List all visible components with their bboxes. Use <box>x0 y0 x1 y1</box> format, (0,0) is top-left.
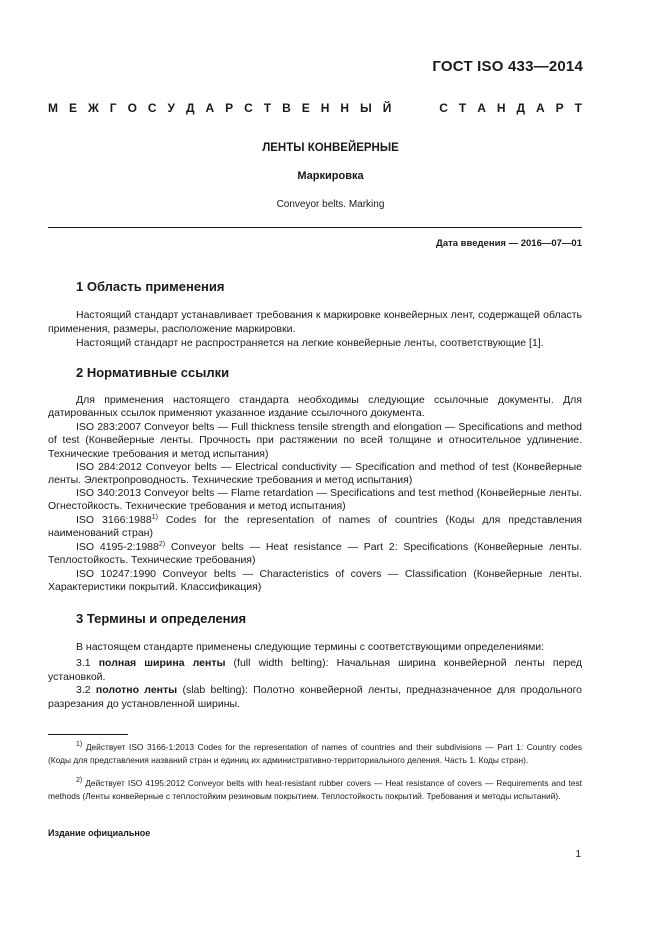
letter: У <box>167 101 175 115</box>
letter: Т <box>458 101 467 115</box>
letter: О <box>127 101 137 115</box>
term-name: полотно ленты <box>95 684 178 696</box>
term-name: полная ширина ленты <box>98 657 226 669</box>
term-definition: (full width belting): Начальная ширина конвейерной ленты перед установкой. <box>48 657 582 683</box>
letter: Ж <box>87 101 99 115</box>
letter: А <box>536 101 545 115</box>
reference-code: ISO 4195-2:1988 <box>76 541 159 553</box>
footnote-text: Действует ISO 3166-1:2013 Codes for the representation of names of countries and their subdivisions — Part 1: Country codes (Коды для представления названий стран и единиц их административно-территориального деления. Часть 1. Коды стран). <box>48 742 582 765</box>
footnote-mark[interactable]: 2) <box>158 541 166 548</box>
letter: Е <box>68 101 77 115</box>
reference-text: ISO 283:2007 Conveyor belts — Full thickness tensile strength and elongation — Specifications and method of test (Конвейерные ленты. Прочность при растяжении по всей толщине и относительное удлинение. Технические требования и метод испытания) <box>48 421 582 460</box>
section-1-paragraph-1 <box>48 308 582 336</box>
reference-iso-3166 <box>48 514 582 541</box>
reference-iso-284 <box>48 461 582 488</box>
letter: Р <box>555 101 564 115</box>
term-number: 3.2 <box>76 684 96 696</box>
interstate-standard-heading <box>48 101 582 115</box>
footnote-divider <box>48 734 128 735</box>
letter: Н <box>496 101 506 115</box>
letter: А <box>205 101 215 115</box>
section-3-intro <box>48 640 582 654</box>
page-number: 1 <box>575 849 581 860</box>
english-title: Conveyor belts. Marking <box>276 199 385 210</box>
reference-iso-10247 <box>48 568 582 595</box>
letter: С <box>439 101 448 115</box>
letter: Е <box>301 101 310 115</box>
reference-iso-4195-2 <box>48 541 582 568</box>
letter: С <box>147 101 157 115</box>
header-divider <box>48 227 582 228</box>
letter: Т <box>574 101 582 115</box>
reference-text: Codes for the representation of names of countries (Коды для представления наименований стран) <box>48 514 582 540</box>
letter: Н <box>320 101 330 115</box>
section-3-title: 3 Термины и определения <box>76 611 247 626</box>
footnote-1 <box>48 741 582 767</box>
introduction-date: Дата введения — 2016—07—01 <box>436 238 582 249</box>
letter: Д <box>516 101 526 115</box>
letter: Д <box>185 101 195 115</box>
paragraph-text: В настоящем стандарте применены следующие термины с соответствующими определениями: <box>76 641 545 653</box>
letter: С <box>244 101 253 115</box>
reference-text: ISO 284:2012 Conveyor belts — Electrical conductivity — Specification and method of test (Конвейерные ленты. Электропроводность. Технические требования и метод испытания) <box>48 461 582 487</box>
term-3-1 <box>48 656 582 684</box>
document-subtitle: Маркировка <box>297 170 364 182</box>
letter: Р <box>225 101 234 115</box>
footnote-mark[interactable]: 1) <box>151 514 158 521</box>
letter: Ы <box>359 101 372 115</box>
reference-text: Conveyor belts — Heat resistance — Part 2: Specifications (Конвейерные ленты. Теплостойкость. Технические требования) <box>48 541 583 567</box>
term-definition: (slab belting): Полотно конвейерной ленты, предназначенное для продольного разрезания до установленной ширины. <box>48 684 583 710</box>
letter: М <box>48 101 58 115</box>
letter: А <box>477 101 486 115</box>
reference-code: ISO 3166:1988 <box>76 514 152 526</box>
term-3-2 <box>48 683 582 711</box>
letter: Т <box>263 101 272 115</box>
footnote-number: 1) <box>76 741 83 748</box>
reference-iso-283 <box>48 421 582 461</box>
paragraph-text: Настоящий стандарт устанавливает требования к маркировке конвейерных лент, содержащей область применения, размеры, расположение маркировки. <box>48 309 582 335</box>
letter: Н <box>340 101 349 115</box>
letter: Г <box>109 101 117 115</box>
letter: В <box>282 101 291 115</box>
paragraph-text: Настоящий стандарт не распространяется на легкие конвейерные ленты, соответствующие [1]. <box>76 337 544 349</box>
official-edition-label: Издание официальное <box>48 828 151 838</box>
reference-text: ISO 340:2013 Conveyor belts — Flame retardation — Specifications and test method (Конвейерные ленты. Огнестойкость. Технические требования и метод испытания) <box>48 487 582 513</box>
paragraph-text: Для применения настоящего стандарта необходимы следующие ссылочные документы. Для датированных ссылок применяют указанное издание ссылочного документа. <box>48 394 582 420</box>
footnote-2 <box>48 777 582 803</box>
reference-text: ISO 10247:1990 Conveyor belts — Characteristics of covers — Classification (Конвейерные ленты. Характеристики покрытий. Классификация) <box>48 568 582 594</box>
footnote-text: Действует ISO 4195:2012 Conveyor belts with heat-resistant rubber covers — Heat resistance of covers — Requirements and test methods (Ленты конвейерные с теплостойким резиновым покрытием. Теплостойкость покрытий. Требования и методы испытаний). <box>48 778 582 801</box>
word-gap <box>402 101 428 115</box>
reference-iso-340 <box>48 487 582 514</box>
letter: Й <box>382 101 392 115</box>
term-number: 3.1 <box>76 657 99 669</box>
section-2-title: 2 Нормативные ссылки <box>76 365 230 380</box>
section-2-intro <box>48 394 582 421</box>
document-title: ЛЕНТЫ КОНВЕЙЕРНЫЕ <box>262 142 399 154</box>
footnote-number: 2) <box>76 777 83 784</box>
section-1-paragraph-2 <box>48 336 582 350</box>
section-1-title: 1 Область применения <box>76 279 225 294</box>
standard-code: ГОСТ ISO 433—2014 <box>432 58 583 75</box>
